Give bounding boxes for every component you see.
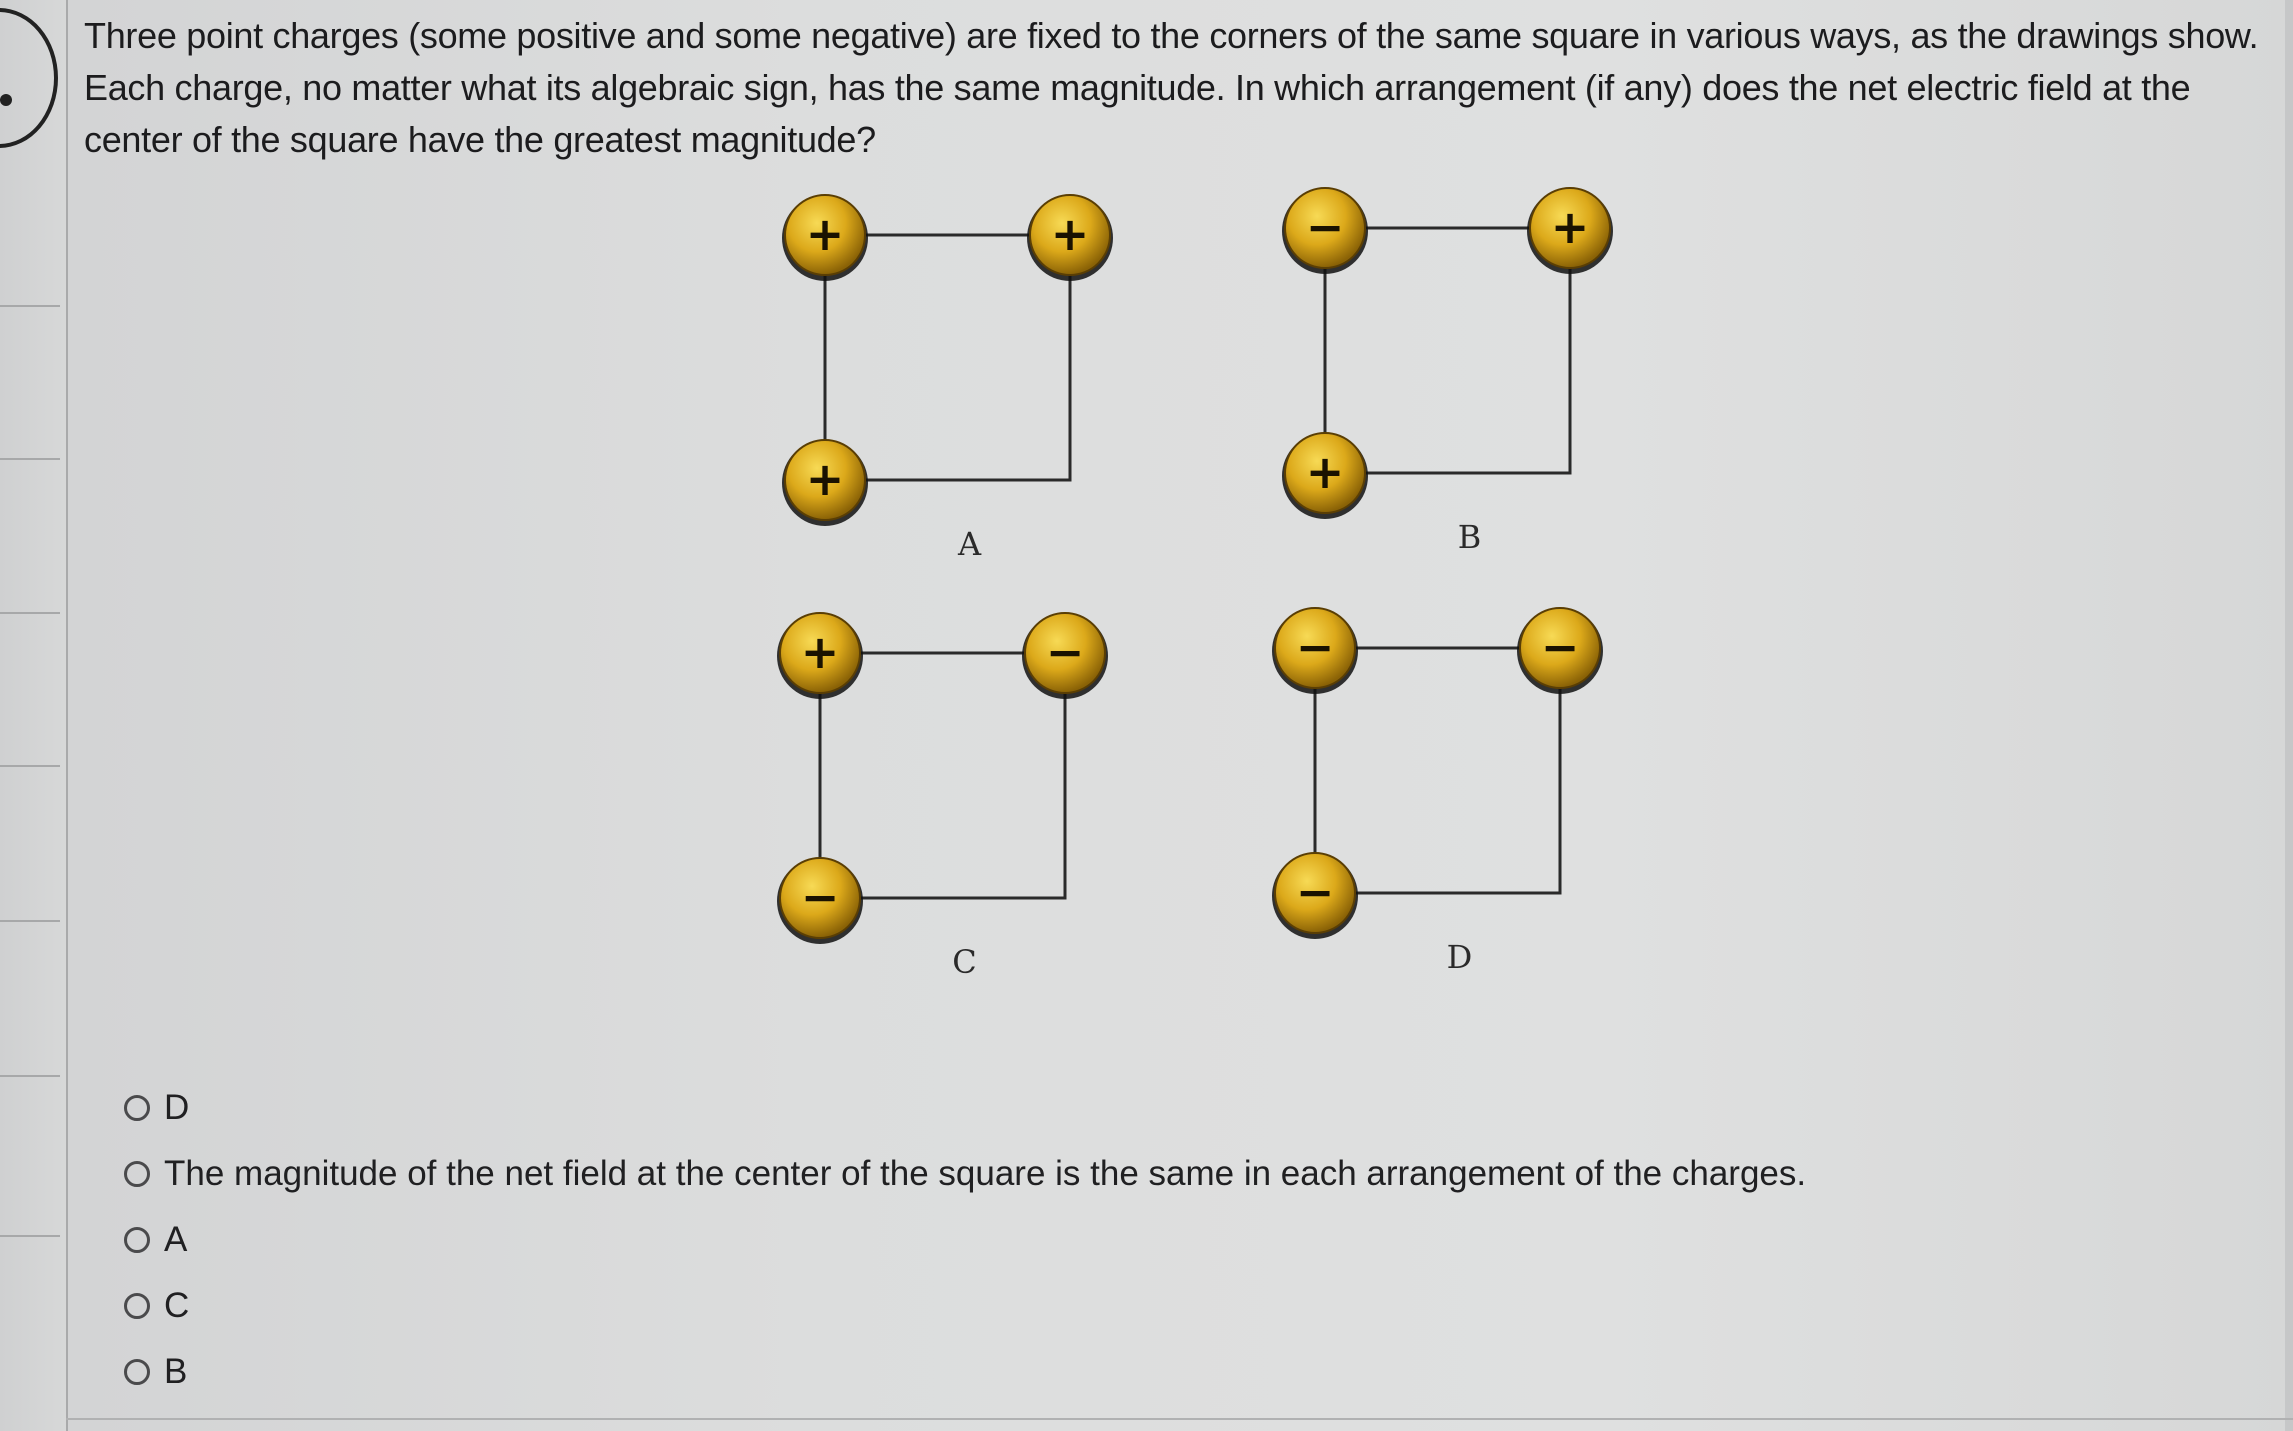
positive-charge bbox=[777, 613, 863, 699]
choice-option[interactable] bbox=[124, 1141, 2224, 1207]
arrangement-a bbox=[782, 195, 1113, 563]
right-edge bbox=[2285, 0, 2293, 1431]
negative-charge bbox=[1272, 608, 1358, 694]
arrangement-label: B bbox=[1457, 518, 1482, 556]
margin-rule bbox=[0, 612, 60, 614]
margin-rule bbox=[0, 765, 60, 767]
arrangement-label: C bbox=[952, 943, 977, 981]
charge-sign: − bbox=[1045, 625, 1085, 679]
charge-sign: + bbox=[1050, 207, 1090, 261]
charge-sign: − bbox=[1295, 865, 1335, 919]
choice-option[interactable] bbox=[124, 1207, 2224, 1273]
left-margin bbox=[0, 0, 68, 1431]
radio-button[interactable] bbox=[124, 1095, 150, 1121]
radio-button[interactable] bbox=[124, 1227, 150, 1253]
negative-charge bbox=[1517, 608, 1603, 694]
charge-sign: + bbox=[805, 452, 845, 506]
charge-sign: + bbox=[805, 207, 845, 261]
charge-sign: + bbox=[1305, 445, 1345, 499]
margin-rule bbox=[0, 458, 60, 460]
margin-rule bbox=[0, 305, 60, 307]
choice-label: D bbox=[164, 1088, 190, 1127]
choice-option[interactable] bbox=[124, 1339, 2224, 1405]
question-text: Three point charges (some positive and some negative) are fixed to the corners of the same square in various ways, as the drawings show. Each charge, no matter what its algebraic sign, has the same magnitude. In which arrangement (if any) does the net electric field at the center of the square have the greatest magnitude? bbox=[84, 15, 2259, 160]
negative-charge bbox=[1022, 613, 1108, 699]
choice-option[interactable] bbox=[124, 1075, 2224, 1141]
radio-button[interactable] bbox=[124, 1293, 150, 1319]
arrangement-label: D bbox=[1446, 938, 1473, 976]
arrangement-label: A bbox=[957, 525, 982, 563]
negative-charge bbox=[1272, 853, 1358, 939]
choice-label: C bbox=[164, 1286, 190, 1325]
margin-rule bbox=[0, 1235, 60, 1237]
arrangement-b bbox=[1282, 188, 1613, 556]
choice-label: The magnitude of the net field at the center of the square is the same in each arrangement of the charges. bbox=[164, 1154, 1807, 1193]
positive-charge bbox=[1527, 188, 1613, 274]
charge-sign: + bbox=[800, 625, 840, 679]
charge-sign: − bbox=[1540, 620, 1580, 674]
margin-rule bbox=[0, 1075, 60, 1077]
square-outline bbox=[825, 235, 1070, 480]
choice-option[interactable] bbox=[124, 1273, 2224, 1339]
arrangement-d bbox=[1272, 608, 1603, 976]
positive-charge bbox=[1282, 433, 1368, 519]
question-number-dot bbox=[0, 94, 12, 106]
charge-sign: − bbox=[800, 870, 840, 924]
charge-sign: − bbox=[1295, 620, 1335, 674]
choice-label: B bbox=[164, 1352, 188, 1391]
positive-charge bbox=[1027, 195, 1113, 281]
positive-charge bbox=[782, 440, 868, 526]
charge-sign: + bbox=[1550, 200, 1590, 254]
arrangement-c bbox=[777, 613, 1108, 981]
charge-sign: − bbox=[1305, 200, 1345, 254]
bottom-rule bbox=[66, 1418, 2293, 1420]
answer-choices bbox=[124, 1075, 2224, 1405]
negative-charge bbox=[1282, 188, 1368, 274]
charge-arrangements-figure bbox=[720, 160, 1680, 990]
square-outline bbox=[820, 653, 1065, 898]
square-outline bbox=[1315, 648, 1560, 893]
negative-charge bbox=[777, 858, 863, 944]
square-outline bbox=[1325, 228, 1570, 473]
choice-label: A bbox=[164, 1220, 188, 1259]
positive-charge bbox=[782, 195, 868, 281]
radio-button[interactable] bbox=[124, 1161, 150, 1187]
margin-rule bbox=[0, 920, 60, 922]
radio-button[interactable] bbox=[124, 1359, 150, 1385]
